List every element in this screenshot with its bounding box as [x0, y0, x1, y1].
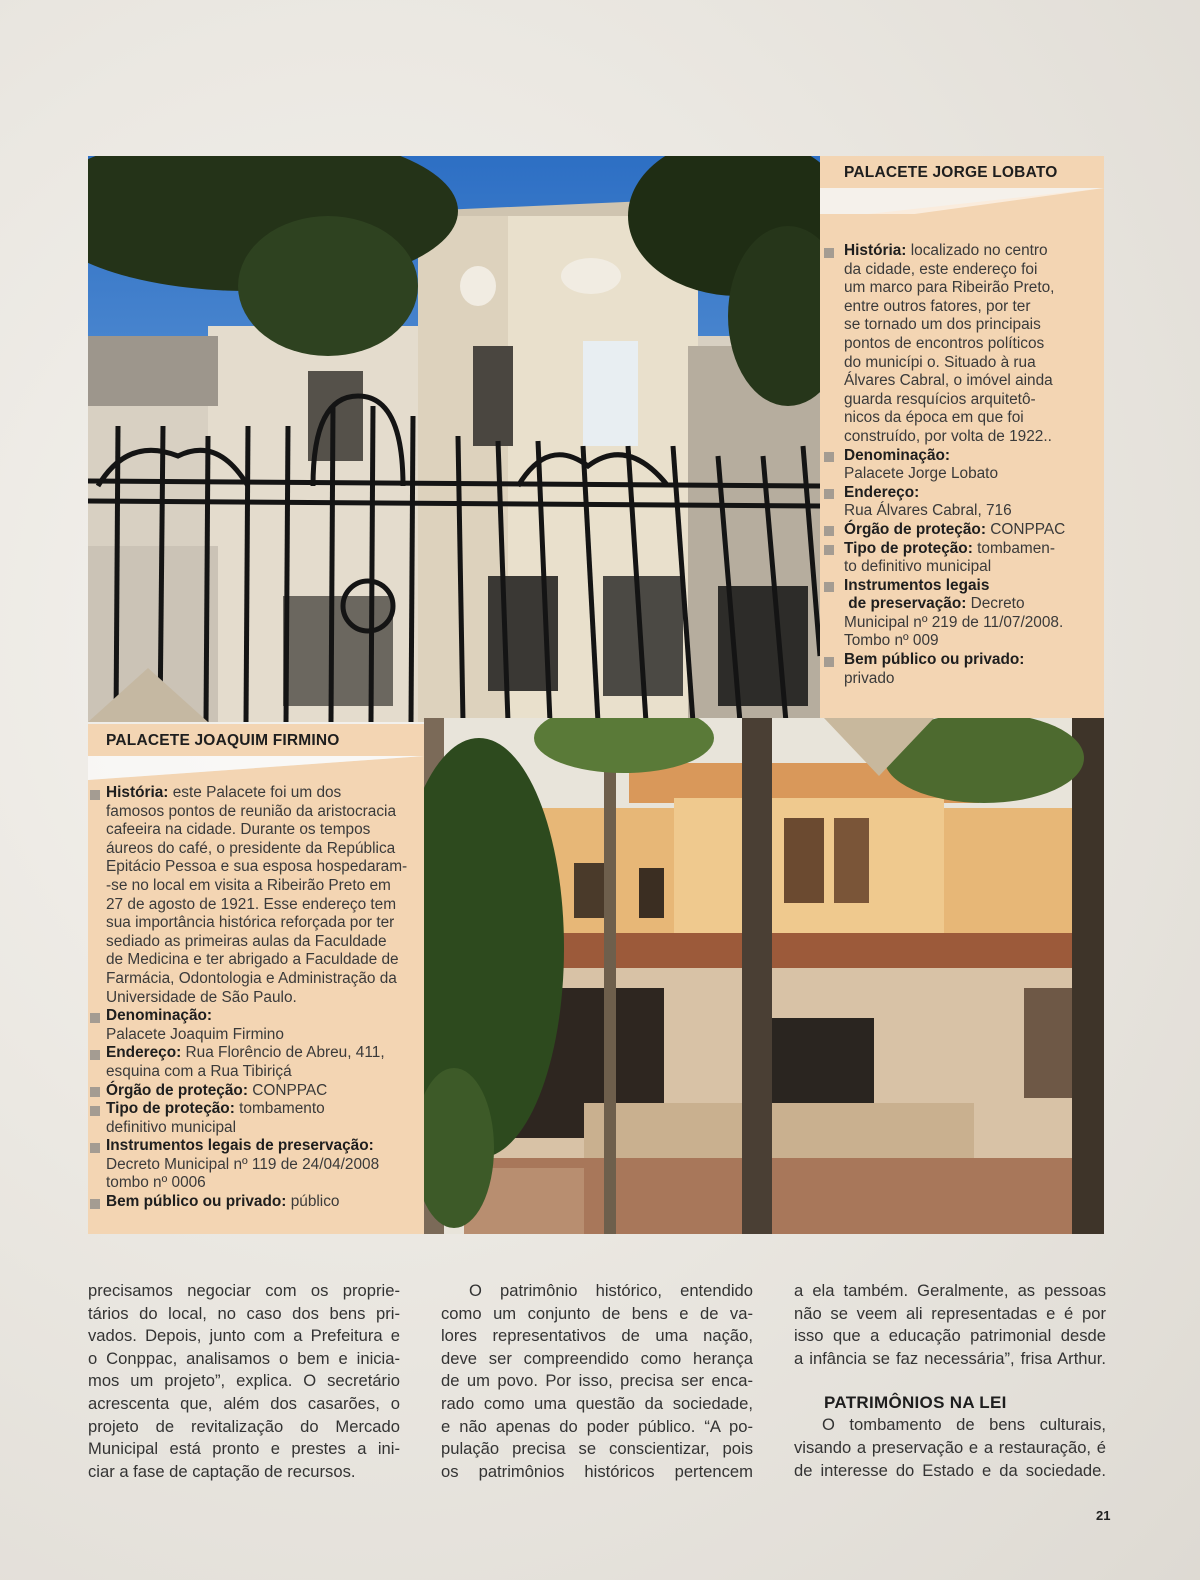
- historia-line: áureos do café, o presidente da República: [106, 839, 396, 857]
- info-box-jorge-lobato: [820, 214, 1104, 718]
- box-title-joaquim-firmino: [88, 724, 424, 756]
- endereco-value: Rua Álvares Cabral, 716: [844, 502, 1012, 520]
- photo-palacete-jorge-lobato: [88, 156, 820, 722]
- paragraph-line: e não apenas do poder público. “A po-: [441, 1416, 753, 1436]
- paragraph-line: vados. Depois, junto com a Prefeitura e: [88, 1326, 400, 1346]
- paragraph-line: visando a preservação e a restauração, é: [794, 1437, 1106, 1457]
- info-box-joaquim-firmino: [88, 780, 424, 1234]
- denominacao-value: Palacete Joaquim Firmino: [106, 1025, 284, 1043]
- historia-line: localizado no centro: [910, 242, 1048, 259]
- historia-label: História:: [106, 784, 169, 801]
- endereco-value: Rua Florêncio de Abreu, 411,: [185, 1044, 385, 1062]
- instrumentos-label: Instrumentos legais de preservação:: [106, 1137, 374, 1155]
- tipo-label: Tipo de proteção:: [844, 539, 973, 557]
- historia-line: Álvares Cabral, o imóvel ainda: [844, 372, 1053, 390]
- paragraph-line: de interesse do Estado e da sociedade.: [794, 1460, 1106, 1480]
- paragraph-line: o Conppac, analisamos o bem e inicia-: [88, 1348, 400, 1368]
- historia-line: famosos pontos de reunião da aristocracia: [106, 802, 397, 820]
- paragraph-line: O patrimônio histórico, entendido: [469, 1281, 753, 1300]
- bem-label: Bem público ou privado:: [106, 1193, 287, 1211]
- orgao-label: Órgão de proteção:: [844, 520, 986, 538]
- page-number: 21: [1096, 1508, 1111, 1523]
- paragraph-line: mos um projeto”, explica. O secretário: [88, 1371, 400, 1391]
- historia-line: da cidade, este endereço foi: [844, 260, 1038, 278]
- paragraph-line: rado como uma questão da sociedade,: [441, 1393, 753, 1413]
- historia-line: se tornado um dos principais: [844, 316, 1041, 334]
- bem-value: público: [290, 1193, 340, 1211]
- endereco-value-cont: esquina com a Rua Tibiriçá: [106, 1062, 292, 1080]
- box-divider-joaquim-firmino: [88, 756, 424, 780]
- instrumentos-label: Instrumentos legais: [844, 576, 990, 594]
- text-column-2: [441, 1280, 753, 1483]
- paragraph-line: ciar a fase de captação de recursos.: [88, 1461, 356, 1481]
- photo-palacete-joaquim-firmino: [424, 718, 1104, 1234]
- paragraph-line: Municipal está pronto e prestes a ini-: [88, 1439, 400, 1459]
- historia-line: 27 de agosto de 1921. Esse endereço tem: [106, 895, 397, 913]
- paragraph-line: como um conjunto de bens e de va-: [441, 1303, 753, 1323]
- historia-label: História:: [844, 242, 907, 259]
- orgao-value: CONPPAC: [990, 520, 1066, 538]
- denominacao-label: Denominação:: [106, 1007, 213, 1025]
- historia-line: pontos de encontros políticos: [844, 334, 1045, 352]
- paragraph-line: projeto de revitalização do Mercado: [88, 1416, 400, 1436]
- historia-line: Farmácia, Odontologia e Administração da: [106, 969, 397, 987]
- paragraph-line: não se veem ali representadas e é por: [794, 1303, 1106, 1323]
- tipo-value: tombamen-: [977, 539, 1055, 557]
- endereco-label: Endereço:: [106, 1044, 182, 1062]
- historia-line: entre outros fatores, por ter: [844, 297, 1031, 315]
- historia-line: Universidade de São Paulo.: [106, 988, 297, 1006]
- bem-value: privado: [844, 669, 895, 687]
- tipo-value-cont: to definitivo municipal: [844, 558, 992, 576]
- instrumentos-value: Decreto Municipal nº 119 de 24/04/2008: [106, 1155, 380, 1173]
- paragraph-line: O tombamento de bens culturais,: [822, 1415, 1106, 1435]
- denominacao-label: Denominação:: [844, 446, 951, 464]
- paragraph-line: a infância se faz necessária”, frisa Arthur.: [794, 1348, 1106, 1368]
- tipo-value-cont: definitivo municipal: [106, 1118, 237, 1136]
- paragraph-line: a ela também. Geralmente, as pessoas: [794, 1281, 1106, 1300]
- box-title-jorge-lobato: [820, 156, 1104, 188]
- historia-line: guarda resquícios arquitetô-: [844, 390, 1036, 408]
- historia-line: nicos da época em que foi: [844, 409, 1024, 427]
- instrumentos-value-cont: Municipal nº 219 de 11/07/2008.: [844, 613, 1064, 631]
- instrumentos-value: Decreto: [970, 595, 1025, 613]
- historia-line: sediado as primeiras aulas da Faculdade: [106, 932, 387, 950]
- historia-line: de Medicina e ter abrigado a Faculdade de: [106, 951, 399, 969]
- orgao-value: CONPPAC: [252, 1081, 328, 1099]
- instrumentos-label-cont: de preservação:: [848, 595, 967, 613]
- paragraph-line: de um povo. Por isso, precisa ser enca-: [441, 1371, 753, 1391]
- historia-line: este Palacete foi um dos: [172, 784, 342, 801]
- paragraph-line: os patrimônios históricos pertencem: [441, 1461, 753, 1481]
- paragraph-line: lores representativos de uma nação,: [441, 1326, 753, 1346]
- endereco-label: Endereço:: [844, 483, 920, 501]
- paragraph-line: tários do local, no caso dos bens pri-: [88, 1303, 400, 1323]
- historia-line: construído, por volta de 1922..: [844, 427, 1052, 445]
- paragraph-line: precisamos negociar com os proprie-: [88, 1281, 400, 1300]
- paragraph-line: pulação precisa se conscientizar, pois: [441, 1439, 753, 1459]
- historia-line: do municípi o. Situado à rua: [844, 353, 1036, 371]
- title-text: PALACETE JORGE LOBATO: [844, 164, 1058, 181]
- tombo-value: Tombo nº 009: [844, 632, 939, 650]
- paragraph-line: isso que a educação patrimonial desde: [794, 1326, 1106, 1346]
- historia-line: Epitácio Pessoa e sua esposa hospedaram-: [106, 858, 408, 876]
- orgao-label: Órgão de proteção:: [106, 1081, 248, 1099]
- historia-line: um marco para Ribeirão Preto,: [844, 279, 1055, 297]
- historia-line: -se no local em visita a Ribeirão Preto em: [106, 876, 391, 894]
- tipo-value: tombamento: [239, 1100, 325, 1118]
- paragraph-line: deve ser compreendido como herança: [441, 1348, 753, 1368]
- historia-line: cafeeira na cidade. Durante os tempos: [106, 821, 371, 839]
- section-heading: PATRIMÔNIOS NA LEI: [824, 1393, 1007, 1413]
- historia-line: sua importância histórica reforçada por ter: [106, 914, 395, 932]
- box-divider-jorge-lobato: [820, 188, 1104, 216]
- bem-label: Bem público ou privado:: [844, 651, 1025, 669]
- text-column-3: [794, 1280, 1106, 1482]
- paragraph-line: acrescenta que, além dos casarões, o: [88, 1393, 400, 1413]
- denominacao-value: Palacete Jorge Lobato: [844, 465, 999, 483]
- tipo-label: Tipo de proteção:: [106, 1100, 235, 1118]
- tombo-value: tombo nº 0006: [106, 1174, 206, 1192]
- text-column-1: [88, 1280, 400, 1483]
- title-text: PALACETE JOAQUIM FIRMINO: [106, 732, 340, 749]
